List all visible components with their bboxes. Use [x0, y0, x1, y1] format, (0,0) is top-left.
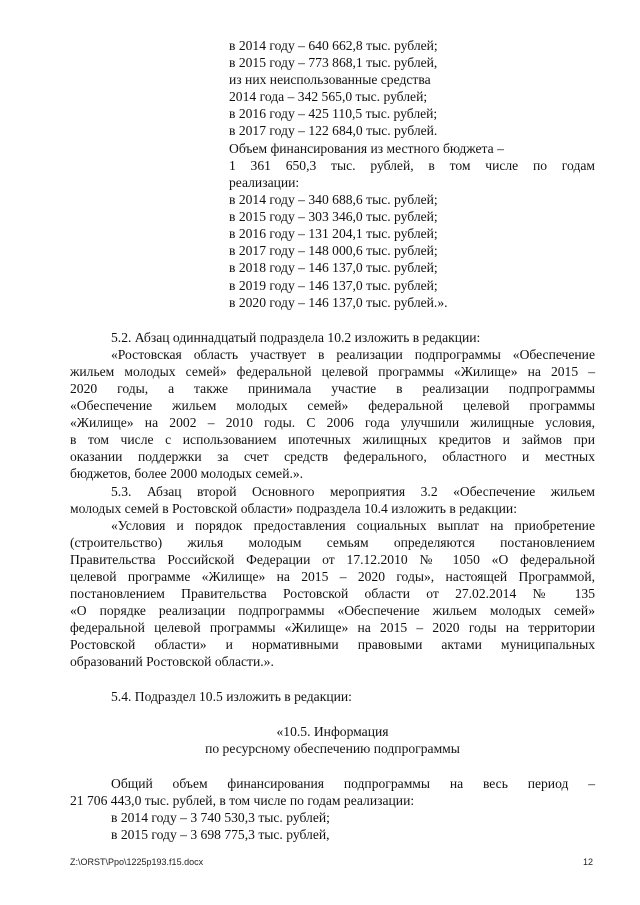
text-line-justified: «Ростовская область участвует в реализации подпрограммы «Обеспечение — [111, 347, 595, 362]
text-line: образований Ростовской области.». — [70, 654, 274, 669]
subsection-title: «10.5. Информация — [276, 724, 389, 739]
text-line: молодых семей в Ростовской области» подраздела 10.4 изложить в редакции: — [70, 501, 517, 516]
text-line-justified: Общий объем финансирования подпрограммы на весь период – — [111, 776, 595, 791]
text-line-justified: 2020 годы, а также принимала участие в реализации подпрограммы — [70, 381, 595, 396]
text-line-justified: постановлением Правительства Ростовской области от 27.02.2014 № 135 — [70, 586, 595, 601]
text-line: в 2016 году – 131 204,1 тыс. рублей; — [229, 226, 438, 241]
text-line: в 2014 году – 3 740 530,3 тыс. рублей; — [111, 810, 330, 825]
text-line-justified: федеральной целевой программы «Жилище» на 2015 – 2020 годы на территории — [70, 620, 595, 635]
text-line: в 2020 году – 146 137,0 тыс. рублей.». — [229, 295, 448, 310]
text-line-justified: целевой программе «Жилище» на 2015 – 2020 годы», настоящей Программой, — [70, 569, 595, 584]
page-number: 12 — [583, 857, 594, 867]
text-line: в 2017 году – 122 684,0 тыс. рублей. — [229, 123, 438, 138]
text-line: в 2015 году – 773 868,1 тыс. рублей, — [229, 55, 438, 70]
text-line-justified: Правительства Российской Федерации от 17.12.2010 № 1050 «О федеральной — [70, 552, 595, 567]
text-line: в 2014 году – 340 688,6 тыс. рублей; — [229, 192, 438, 207]
text-line: 2014 года – 342 565,0 тыс. рублей; — [229, 89, 428, 104]
section-heading: 5.2. Абзац одиннадцатый подраздела 10.2 изложить в редакции: — [111, 330, 481, 345]
section-heading: 5.4. Подраздел 10.5 изложить в редакции: — [111, 689, 352, 704]
subsection-title: по ресурсному обеспечению подпрограммы — [205, 741, 460, 756]
text-line: в 2015 году – 303 346,0 тыс. рублей; — [229, 209, 438, 224]
text-line-justified: 5.3. Абзац второй Основного мероприятия 3.2 «Обеспечение жильем — [111, 484, 595, 499]
text-line-justified: оказании поддержки за счет средств федерального, областного и местных — [70, 449, 595, 464]
text-line: из них неиспользованные средства — [229, 72, 431, 87]
text-line: 21 706 443,0 тыс. рублей, в том числе по годам реализации: — [70, 793, 415, 808]
text-line: бюджетов, более 2000 молодых семей.». — [70, 466, 304, 481]
text-line: Объем финансирования из местного бюджета – — [229, 141, 504, 156]
text-line: реализации: — [229, 175, 300, 190]
text-line-justified: (строительство) жилья молодым семьям определяются постановлением — [70, 535, 595, 550]
text-line: в 2017 году – 148 000,6 тыс. рублей; — [229, 243, 438, 258]
text-line-justified: 1 361 650,3 тыс. рублей, в том числе по годам — [229, 158, 595, 173]
text-line-justified: «Обеспечение жильем молодых семей» федеральной целевой программы — [70, 398, 595, 413]
footer-file-path: Z:\ORST\Ppo\1225p193.f15.docx — [70, 857, 204, 867]
text-line-justified: «Условия и порядок предоставления социальных выплат на приобретение — [111, 518, 595, 533]
text-line: в 2014 году – 640 662,8 тыс. рублей; — [229, 38, 438, 53]
text-line-justified: «О порядке реализации подпрограммы «Обеспечение жильем молодых семей» — [70, 603, 595, 618]
text-line-justified: «Жилище» на 2002 – 2010 годы. С 2006 года улучшили жилищные условия, — [70, 415, 595, 430]
text-line: в 2018 году – 146 137,0 тыс. рублей; — [229, 260, 438, 275]
text-line-justified: жильем молодых семей» федеральной целевой программы «Жилище» на 2015 – — [70, 364, 595, 379]
text-line: в 2019 году – 146 137,0 тыс. рублей; — [229, 278, 438, 293]
text-line-justified: в том числе с использованием ипотечных жилищных кредитов и займов при — [70, 432, 595, 447]
text-line-justified: Ростовской области» и нормативными правовыми актами муниципальных — [70, 637, 595, 652]
text-line: в 2016 году – 425 110,5 тыс. рублей; — [229, 106, 438, 121]
text-line: в 2015 году – 3 698 775,3 тыс. рублей, — [111, 827, 330, 842]
